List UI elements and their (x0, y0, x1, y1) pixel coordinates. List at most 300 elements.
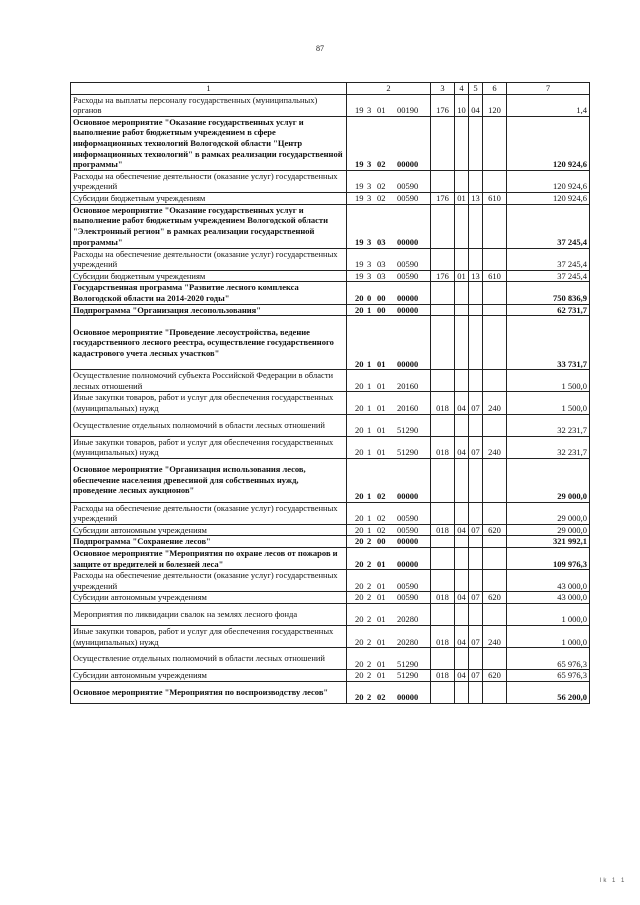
row-code (347, 170, 431, 192)
row-col-3 (431, 414, 455, 436)
table-row (71, 392, 590, 414)
header-cell-6: 6 (483, 83, 507, 95)
row-name: Осуществление отдельных полномочий в области лесных отношений (71, 414, 347, 436)
row-col-3 (431, 548, 455, 570)
row-code (347, 248, 431, 270)
code-program: 20 (355, 447, 364, 458)
footer-mark: lk 1 1 (600, 878, 627, 884)
row-name: Расходы на обеспечение деятельности (оказание услуг) государственных учреждений (71, 570, 347, 592)
row-code (347, 524, 431, 536)
code-event: 02 (377, 491, 386, 502)
code-event: 02 (377, 192, 386, 203)
row-code (347, 648, 431, 670)
row-col-5: 07 (469, 670, 483, 682)
code-direction: 00000 (397, 692, 419, 703)
row-col-3 (431, 370, 455, 392)
row-col-4: 04 (455, 592, 469, 604)
row-name: Подпрограмма "Организация лесопользования" (71, 304, 347, 316)
row-col-4 (455, 170, 469, 192)
row-code (347, 626, 431, 648)
row-col-6 (483, 414, 507, 436)
row-amount: 56 200,0 (507, 681, 590, 703)
table-row (71, 436, 590, 458)
row-code (347, 414, 431, 436)
row-col-5 (469, 536, 483, 548)
row-col-4 (455, 282, 469, 304)
row-col-6: 620 (483, 670, 507, 682)
row-amount: 32 231,7 (507, 414, 590, 436)
code-direction: 20160 (397, 380, 419, 391)
table-row (71, 248, 590, 270)
code-subprogram: 1 (367, 524, 372, 535)
header-cell-1: 1 (71, 83, 347, 95)
code-program: 20 (355, 614, 364, 625)
row-col-4 (455, 604, 469, 626)
code-program: 19 (355, 259, 364, 270)
row-col-5: 13 (469, 270, 483, 282)
row-col-4 (455, 414, 469, 436)
row-col-5 (469, 248, 483, 270)
row-col-5 (469, 204, 483, 248)
row-amount: 29 000,0 (507, 524, 590, 536)
row-amount: 109 976,3 (507, 548, 590, 570)
code-event: 00 (377, 536, 386, 547)
code-direction: 00590 (397, 513, 419, 524)
code-direction: 00190 (397, 105, 419, 116)
code-program: 20 (355, 692, 364, 703)
code-event: 02 (377, 513, 386, 524)
table-row (71, 626, 590, 648)
row-col-3: 018 (431, 592, 455, 604)
row-col-3 (431, 681, 455, 703)
row-col-5: 07 (469, 626, 483, 648)
code-program: 20 (355, 380, 364, 391)
row-col-4: 01 (455, 270, 469, 282)
row-amount: 1 000,0 (507, 626, 590, 648)
row-col-4 (455, 316, 469, 370)
code-subprogram: 2 (367, 614, 372, 625)
code-event: 01 (377, 424, 386, 435)
code-event: 01 (377, 447, 386, 458)
code-direction: 00000 (397, 304, 419, 315)
row-col-4: 01 (455, 192, 469, 204)
header-cell-7: 7 (507, 83, 590, 95)
row-name: Субсидии автономным учреждениям (71, 592, 347, 604)
row-code (347, 670, 431, 682)
row-col-3: 176 (431, 270, 455, 282)
row-col-6: 240 (483, 626, 507, 648)
code-direction: 00590 (397, 270, 419, 281)
code-event: 02 (377, 181, 386, 192)
code-event: 02 (377, 524, 386, 535)
code-event: 01 (377, 558, 386, 569)
code-program: 20 (355, 424, 364, 435)
row-amount: 65 976,3 (507, 648, 590, 670)
row-col-5 (469, 316, 483, 370)
row-code (347, 370, 431, 392)
row-name: Основное мероприятие "Оказание государственных услуг и выполнение работ бюджетным учреждением в сфере информационных технологий Вологодской области "Центр информационных технологий" в рамках реализации государственной программы" (71, 116, 347, 170)
code-direction: 00000 (397, 491, 419, 502)
row-col-4 (455, 370, 469, 392)
row-col-6 (483, 282, 507, 304)
row-amount: 1 000,0 (507, 604, 590, 626)
row-code (347, 204, 431, 248)
row-name: Мероприятия по ликвидации свалок на землях лесного фонда (71, 604, 347, 626)
row-col-6: 240 (483, 392, 507, 414)
row-code (347, 116, 431, 170)
row-col-4: 04 (455, 626, 469, 648)
code-subprogram: 1 (367, 424, 372, 435)
row-col-4: 04 (455, 392, 469, 414)
row-name: Расходы на обеспечение деятельности (оказание услуг) государственных учреждений (71, 502, 347, 524)
code-event: 00 (377, 292, 386, 303)
row-amount: 62 731,7 (507, 304, 590, 316)
row-name: Основное мероприятие "Оказание государственных услуг и выполнение работ бюджетным учреждением Вологодской области "Электронный регион" в рамках реализации государственной программы" (71, 204, 347, 248)
row-code (347, 458, 431, 502)
code-program: 20 (355, 536, 364, 547)
row-col-4 (455, 248, 469, 270)
row-code (347, 282, 431, 304)
row-col-3: 018 (431, 626, 455, 648)
code-subprogram: 1 (367, 491, 372, 502)
code-direction: 51290 (397, 670, 419, 681)
code-direction: 00000 (397, 358, 419, 369)
code-direction: 00000 (397, 558, 419, 569)
row-col-5 (469, 304, 483, 316)
code-program: 19 (355, 159, 364, 170)
header-cell-2: 2 (347, 83, 431, 95)
row-col-3 (431, 536, 455, 548)
code-direction: 00590 (397, 524, 419, 535)
row-col-6: 620 (483, 592, 507, 604)
row-col-6: 240 (483, 436, 507, 458)
row-col-3 (431, 458, 455, 502)
code-subprogram: 2 (367, 670, 372, 681)
code-event: 00 (377, 304, 386, 315)
row-name: Субсидии автономным учреждениям (71, 524, 347, 536)
row-name: Осуществление отдельных полномочий в области лесных отношений (71, 648, 347, 670)
code-direction: 51290 (397, 447, 419, 458)
code-event: 01 (377, 105, 386, 116)
row-col-3 (431, 116, 455, 170)
row-col-4 (455, 502, 469, 524)
code-subprogram: 2 (367, 580, 372, 591)
code-subprogram: 3 (367, 192, 372, 203)
row-col-5 (469, 570, 483, 592)
code-subprogram: 1 (367, 513, 372, 524)
row-name: Государственная программа "Развитие лесного комплекса Вологодской области на 2014-2020 годы" (71, 282, 347, 304)
row-col-4 (455, 548, 469, 570)
code-program: 20 (355, 636, 364, 647)
row-col-6 (483, 116, 507, 170)
row-col-5 (469, 458, 483, 502)
row-col-6 (483, 536, 507, 548)
row-col-6 (483, 548, 507, 570)
code-direction: 00000 (397, 159, 419, 170)
row-col-6 (483, 502, 507, 524)
code-event: 02 (377, 159, 386, 170)
code-program: 20 (355, 670, 364, 681)
code-program: 20 (355, 402, 364, 413)
code-program: 20 (355, 592, 364, 603)
code-direction: 20280 (397, 636, 419, 647)
table-row (71, 648, 590, 670)
row-col-4: 04 (455, 524, 469, 536)
table-row (71, 304, 590, 316)
header-cell-4: 4 (455, 83, 469, 95)
row-amount: 120 924,6 (507, 192, 590, 204)
header-cell-5: 5 (469, 83, 483, 95)
code-direction: 20280 (397, 614, 419, 625)
code-program: 19 (355, 192, 364, 203)
table-row (71, 316, 590, 370)
code-direction: 00590 (397, 181, 419, 192)
row-amount: 43 000,0 (507, 592, 590, 604)
code-program: 19 (355, 236, 364, 247)
row-amount: 1 500,0 (507, 392, 590, 414)
code-program: 19 (355, 270, 364, 281)
table-header-row (71, 83, 590, 95)
row-col-6 (483, 458, 507, 502)
row-code (347, 548, 431, 570)
row-col-3 (431, 282, 455, 304)
code-program: 20 (355, 292, 364, 303)
code-event: 01 (377, 658, 386, 669)
row-col-4 (455, 458, 469, 502)
row-col-6: 620 (483, 524, 507, 536)
row-name: Основное мероприятие "Мероприятия по воспроизводству лесов" (71, 681, 347, 703)
table-row (71, 414, 590, 436)
row-col-3: 018 (431, 524, 455, 536)
row-col-5: 07 (469, 524, 483, 536)
code-direction: 00000 (397, 236, 419, 247)
table-row (71, 116, 590, 170)
code-direction: 00590 (397, 580, 419, 591)
row-amount: 321 992,1 (507, 536, 590, 548)
code-event: 02 (377, 692, 386, 703)
code-event: 01 (377, 592, 386, 603)
table-row (71, 570, 590, 592)
code-event: 01 (377, 402, 386, 413)
row-amount: 29 000,0 (507, 502, 590, 524)
row-col-4: 04 (455, 670, 469, 682)
row-code (347, 536, 431, 548)
page-number: 87 (316, 44, 324, 53)
row-name: Расходы на обеспечение деятельности (оказание услуг) государственных учреждений (71, 170, 347, 192)
code-subprogram: 0 (367, 292, 372, 303)
row-col-6 (483, 248, 507, 270)
row-name: Основное мероприятие "Мероприятия по охране лесов от пожаров и защите от вредителей и болезней леса" (71, 548, 347, 570)
code-direction: 51290 (397, 658, 419, 669)
code-subprogram: 1 (367, 402, 372, 413)
table-row (71, 282, 590, 304)
row-amount: 65 976,3 (507, 670, 590, 682)
row-col-5: 04 (469, 94, 483, 116)
row-col-6 (483, 170, 507, 192)
row-col-5: 13 (469, 192, 483, 204)
budget-table (70, 82, 590, 704)
header-cell-3: 3 (431, 83, 455, 95)
row-col-5 (469, 414, 483, 436)
code-program: 19 (355, 181, 364, 192)
table-row (71, 604, 590, 626)
row-col-5: 07 (469, 436, 483, 458)
row-name: Иные закупки товаров, работ и услуг для обеспечения государственных (муниципальных) нужд (71, 392, 347, 414)
row-col-3 (431, 304, 455, 316)
row-amount: 750 836,9 (507, 282, 590, 304)
row-col-5 (469, 648, 483, 670)
row-col-4: 10 (455, 94, 469, 116)
row-name: Основное мероприятие "Проведение лесоустройства, ведение государственного лесного реестра, осуществление государственного кадастрового учета лесных участков" (71, 316, 347, 370)
row-amount: 1 500,0 (507, 370, 590, 392)
row-col-6 (483, 681, 507, 703)
code-subprogram: 1 (367, 447, 372, 458)
row-code (347, 192, 431, 204)
row-col-4 (455, 648, 469, 670)
code-subprogram: 2 (367, 592, 372, 603)
code-program: 20 (355, 358, 364, 369)
code-program: 19 (355, 105, 364, 116)
row-col-3: 018 (431, 436, 455, 458)
code-subprogram: 3 (367, 105, 372, 116)
code-event: 01 (377, 580, 386, 591)
code-program: 20 (355, 658, 364, 669)
row-col-3 (431, 170, 455, 192)
table-row (71, 270, 590, 282)
code-direction: 00000 (397, 536, 419, 547)
row-col-6 (483, 570, 507, 592)
row-col-6 (483, 604, 507, 626)
code-program: 20 (355, 304, 364, 315)
row-col-3 (431, 570, 455, 592)
row-col-5: 07 (469, 392, 483, 414)
row-col-6 (483, 648, 507, 670)
row-col-4 (455, 116, 469, 170)
row-col-5 (469, 116, 483, 170)
table-row (71, 548, 590, 570)
row-code (347, 270, 431, 282)
table-row (71, 370, 590, 392)
row-col-3 (431, 248, 455, 270)
row-col-5 (469, 170, 483, 192)
row-col-3 (431, 502, 455, 524)
row-name: Субсидии бюджетным учреждениям (71, 192, 347, 204)
row-name: Основное мероприятие "Организация использования лесов, обеспечение населения древесиной для собственных нужд, проведение лесных аукционов" (71, 458, 347, 502)
row-amount: 32 231,7 (507, 436, 590, 458)
row-name: Субсидии бюджетным учреждениям (71, 270, 347, 282)
row-name: Иные закупки товаров, работ и услуг для обеспечения государственных (муниципальных) нужд (71, 436, 347, 458)
code-subprogram: 2 (367, 558, 372, 569)
table-row (71, 592, 590, 604)
row-col-6 (483, 316, 507, 370)
table-row (71, 94, 590, 116)
table-row (71, 170, 590, 192)
row-col-4: 04 (455, 436, 469, 458)
table-row (71, 524, 590, 536)
row-col-5 (469, 282, 483, 304)
row-col-5 (469, 548, 483, 570)
row-code (347, 681, 431, 703)
code-event: 03 (377, 259, 386, 270)
code-direction: 51290 (397, 424, 419, 435)
code-subprogram: 2 (367, 692, 372, 703)
row-code (347, 502, 431, 524)
code-subprogram: 2 (367, 536, 372, 547)
code-subprogram: 3 (367, 181, 372, 192)
row-name: Подпрограмма "Сохранение лесов" (71, 536, 347, 548)
code-subprogram: 1 (367, 304, 372, 315)
row-name: Расходы на выплаты персоналу государственных (муниципальных) органов (71, 94, 347, 116)
row-name: Осуществление полномочий субъекта Российской Федерации в области лесных отношений (71, 370, 347, 392)
table-row (71, 502, 590, 524)
code-event: 01 (377, 380, 386, 391)
row-col-3: 176 (431, 192, 455, 204)
code-direction: 00590 (397, 592, 419, 603)
row-col-5: 07 (469, 592, 483, 604)
row-col-4 (455, 570, 469, 592)
code-subprogram: 2 (367, 658, 372, 669)
row-col-3 (431, 316, 455, 370)
row-code (347, 592, 431, 604)
row-col-4 (455, 304, 469, 316)
row-col-3 (431, 604, 455, 626)
row-code (347, 570, 431, 592)
row-code (347, 436, 431, 458)
code-program: 20 (355, 558, 364, 569)
row-col-6 (483, 204, 507, 248)
row-col-6 (483, 304, 507, 316)
code-direction: 00000 (397, 292, 419, 303)
row-amount: 120 924,6 (507, 170, 590, 192)
code-program: 20 (355, 524, 364, 535)
row-col-5 (469, 604, 483, 626)
code-event: 03 (377, 236, 386, 247)
code-subprogram: 3 (367, 236, 372, 247)
code-event: 01 (377, 614, 386, 625)
row-code (347, 304, 431, 316)
row-amount: 37 245,4 (507, 270, 590, 282)
row-amount: 37 245,4 (507, 248, 590, 270)
code-subprogram: 3 (367, 270, 372, 281)
row-col-4 (455, 536, 469, 548)
row-col-5 (469, 681, 483, 703)
row-col-5 (469, 502, 483, 524)
row-amount: 43 000,0 (507, 570, 590, 592)
code-subprogram: 2 (367, 636, 372, 647)
code-event: 01 (377, 358, 386, 369)
row-col-6: 610 (483, 270, 507, 282)
row-amount: 120 924,6 (507, 116, 590, 170)
row-col-4 (455, 204, 469, 248)
row-col-5 (469, 370, 483, 392)
row-col-6 (483, 370, 507, 392)
code-subprogram: 3 (367, 259, 372, 270)
row-col-3 (431, 648, 455, 670)
table-row (71, 681, 590, 703)
code-direction: 20160 (397, 402, 419, 413)
code-program: 20 (355, 580, 364, 591)
row-code (347, 94, 431, 116)
code-event: 01 (377, 670, 386, 681)
table-row (71, 458, 590, 502)
row-col-4 (455, 681, 469, 703)
code-subprogram: 1 (367, 358, 372, 369)
row-col-3: 018 (431, 392, 455, 414)
row-name: Иные закупки товаров, работ и услуг для обеспечения государственных (муниципальных) нужд (71, 626, 347, 648)
code-direction: 00590 (397, 192, 419, 203)
row-amount: 33 731,7 (507, 316, 590, 370)
row-name: Расходы на обеспечение деятельности (оказание услуг) государственных учреждений (71, 248, 347, 270)
